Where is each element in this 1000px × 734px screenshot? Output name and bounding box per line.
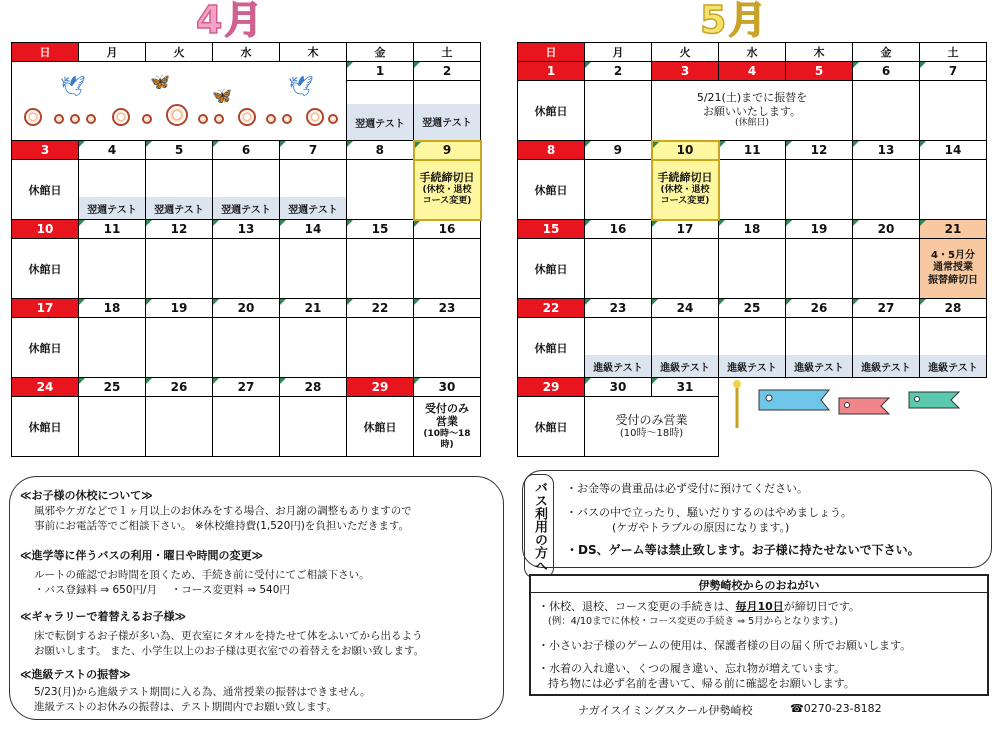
date-cell: 26 [786,299,853,318]
test-strip: 進級テスト [719,355,785,377]
day-cell [585,81,652,141]
date-cell: 24 [12,378,79,397]
day-cell [280,239,347,299]
request-item [538,598,860,614]
weekday-header [12,43,481,62]
test-strip: 翌週テスト [79,197,145,219]
date-cell: 10 [652,141,719,160]
day-cell [853,318,920,378]
bird-icon: 🕊 [60,74,86,98]
section-text: お願いします。 また、小学生以上のお子様は更衣室での着替えをお願い致します。 [34,645,425,657]
date-cell: 13 [853,141,920,160]
day-cell [786,318,853,378]
date-cell: 9 [585,141,652,160]
date-cell: 4 [79,141,146,160]
date-cell: 8 [347,141,414,160]
day-cell [146,160,213,220]
may-title: 5月 [700,0,769,42]
reception-title: 受付のみ [425,401,469,415]
date-cell: 10 [12,220,79,239]
request-item: (例：4/10までに休校・コース変更の手続き ⇒ 5月からとなります。) [548,616,838,627]
koinobori-decoration [719,378,987,457]
day-cell [414,239,481,299]
date-cell: 1 [518,62,585,81]
closed-day-label: 休館日 [518,318,585,378]
day-cell [213,397,280,457]
day-cell [585,318,652,378]
phone-number: ☎0270-23-8182 [790,702,882,715]
weekday-sun: 日 [518,43,585,62]
closed-day-label: 休館日 [518,239,585,299]
weekday-mon: 月 [585,43,652,62]
date-cell: 19 [786,220,853,239]
bus-item: ・DS、ゲーム等は禁止致します。お子様に持たせないで下さい。 [566,543,920,557]
weekday-wed: 水 [213,43,280,62]
weekday-fri: 金 [347,43,414,62]
deadline-title: 手続締切日 [657,171,713,185]
date-cell: 9 [414,141,481,160]
weekday-thu: 木 [786,43,853,62]
day-cell [79,397,146,457]
date-cell: 23 [414,299,481,318]
day-cell [280,160,347,220]
bus-item: ・バスの中で立ったり、騒いだりするのはやめましょう。 [566,506,852,519]
day-cell [280,318,347,378]
day-cell [347,81,414,141]
day-cell [585,239,652,299]
request-text: が締切日です。 [783,600,860,613]
deadline-detail: (休校・退校 [660,185,710,196]
day-cell [719,318,786,378]
closed-day-label: 休館日 [12,160,79,220]
weekday-mon: 月 [79,43,146,62]
closed-day-label: 休館日 [12,397,79,457]
test-strip: 進級テスト [853,355,919,377]
request-item: 持ち物には必ず名前を書いて、帰る前に確認をお願いします。 [548,677,855,690]
day-cell [585,160,652,220]
reception-hours: 時) [440,440,454,451]
april-title: 4月 [196,0,265,42]
reception-hours: (10時〜18時) [619,427,684,439]
day-cell [213,160,280,220]
request-title: 伊勢崎校からのおねがい [529,574,989,593]
date-cell: 18 [719,220,786,239]
closed-day-label: 休館日 [12,239,79,299]
weekday-fri: 金 [853,43,920,62]
day-cell [213,318,280,378]
date-cell: 11 [79,220,146,239]
bus-item: ・お金等の貴重品は必ず受付に預けてください。 [566,482,808,495]
weekday-tue: 火 [146,43,213,62]
test-strip: 進級テスト [652,355,718,377]
weekday-thu: 木 [280,43,347,62]
holiday-notice [652,81,853,141]
date-cell: 2 [585,62,652,81]
weekday-sun: 日 [12,43,79,62]
flower-decoration [12,62,347,141]
section-text: 5/23(月)から進級テスト期間に入る為、通常授業の振替はできません。 [34,686,371,698]
reception-cell [414,397,481,457]
date-cell: 28 [920,299,987,318]
date-cell: 12 [786,141,853,160]
reception-hours: (10時〜18 [423,429,471,439]
date-cell: 14 [920,141,987,160]
date-cell: 20 [853,220,920,239]
date-cell: 4 [719,62,786,81]
section-title: ≪ギャラリーで着替えるお子様≫ [20,610,187,623]
date-cell: 31 [652,378,719,397]
date-cell: 1 [347,62,414,81]
makeup-line: 4・5月分 [931,249,975,261]
day-cell [79,160,146,220]
day-cell [414,81,481,141]
day-cell [146,397,213,457]
date-cell: 22 [347,299,414,318]
date-cell: 17 [652,220,719,239]
day-cell [853,81,920,141]
date-cell: 21 [920,220,987,239]
day-cell [719,239,786,299]
section-text: 進級テストのお休みの振替は、テスト期間内でお願い致します。 [34,701,337,713]
notice-line: 5/21(土)までに振替を [696,90,808,104]
test-strip: 進級テスト [920,355,986,377]
date-cell: 6 [853,62,920,81]
date-cell: 27 [853,299,920,318]
test-strip: 翌週テスト [347,104,413,140]
date-cell: 7 [920,62,987,81]
test-strip: 翌週テスト [280,197,346,219]
deadline-detail: (休校・退校 [422,185,472,196]
date-cell: 29 [347,378,414,397]
weekday-tue: 火 [652,43,719,62]
section-text: 床で転倒するお子様が多い為、更衣室にタオルを持たせて体をふいてから出るよう [34,630,423,642]
bus-label: バス利用の方へ [524,474,554,578]
date-cell: 16 [414,220,481,239]
request-item: ・小さいお子様のゲームの使用は、保護者様の目の届く所でお願いします。 [538,639,912,652]
section-text: ルートの確認でお時間を頂くため、手続き前に受付にてご相談下さい。 [34,569,370,581]
day-cell [146,318,213,378]
school-name: ナガイスイミングスクール伊勢崎校 [578,704,753,717]
date-cell: 29 [518,378,585,397]
day-cell [414,318,481,378]
closed-day-label: 休館日 [518,81,585,141]
date-cell: 6 [213,141,280,160]
date-cell: 30 [585,378,652,397]
day-cell [213,239,280,299]
request-text: ・休校、退校、コース変更の手続きは、 [538,600,736,613]
date-cell: 12 [146,220,213,239]
section-title: ≪進学等に伴うバスの利用・曜日や時間の変更≫ [20,549,264,562]
weekday-sat: 土 [920,43,987,62]
reception-title: 受付のみ営業 [615,412,688,427]
date-cell: 5 [786,62,853,81]
day-cell [786,239,853,299]
butterfly-icon: 🦋 [212,86,232,105]
date-cell: 21 [280,299,347,318]
day-cell [347,318,414,378]
deadline-title: 手続締切日 [419,171,475,185]
date-cell: 3 [652,62,719,81]
closed-day-label: 休館日 [518,160,585,220]
date-cell: 2 [414,62,481,81]
date-cell: 8 [518,141,585,160]
bus-item: (ケガやトラブルの原因になります。) [612,521,790,534]
deadline-detail: コース変更) [422,196,472,207]
day-cell [920,160,987,220]
notice-line: お願いいたします。 [702,104,802,118]
day-cell [280,397,347,457]
closed-day-label: 休館日 [12,318,79,378]
makeup-line: 通常授業 [933,262,973,274]
makeup-line: 振替締切日 [928,274,978,286]
date-cell: 20 [213,299,280,318]
date-cell: 26 [146,378,213,397]
section-text: 事前にお電話等でご相談下さい。 ※休校維持費(1,520円)を負担いただきます。 [34,520,410,532]
request-emphasis: 毎月10日 [735,600,784,613]
closed-day-label: 休館日 [347,397,414,457]
day-cell [853,239,920,299]
date-cell: 25 [79,378,146,397]
makeup-deadline-cell [920,239,987,299]
day-cell [79,318,146,378]
test-strip: 翌週テスト [213,197,279,219]
notice-line: (休館日) [734,118,770,129]
day-cell [347,239,414,299]
april-calendar [11,42,482,457]
section-text: ・バス登録料 ⇒ 650円/月 ・コース変更料 ⇒ 540円 [34,584,290,596]
test-strip: 翌週テスト [414,104,480,140]
date-cell: 7 [280,141,347,160]
day-cell [79,239,146,299]
date-cell: 15 [347,220,414,239]
flowers-row [20,104,338,134]
test-strip: 翌週テスト [146,197,212,219]
date-cell: 15 [518,220,585,239]
weekday-header [518,43,987,62]
date-cell: 25 [719,299,786,318]
may-calendar [517,42,987,457]
date-cell: 3 [12,141,79,160]
reception-title: 営業 [436,415,458,429]
date-cell: 18 [79,299,146,318]
date-cell: 22 [518,299,585,318]
koinobori-icon [729,378,969,448]
day-cell [347,160,414,220]
test-strip: 進級テスト [585,355,651,377]
date-cell: 16 [585,220,652,239]
date-cell: 30 [414,378,481,397]
section-title: ≪お子様の休校について≫ [20,489,153,502]
section-text: 風邪やケガなどで１ヶ月以上のお休みをする場合、お月謝の調整もありますので [34,505,412,517]
day-cell [652,318,719,378]
date-cell: 28 [280,378,347,397]
date-cell: 11 [719,141,786,160]
day-cell [146,239,213,299]
day-cell [920,81,987,141]
date-cell: 23 [585,299,652,318]
test-strip: 進級テスト [786,355,852,377]
section-title: ≪進級テストの振替≫ [20,668,131,681]
day-cell [853,160,920,220]
day-cell [652,239,719,299]
bird-icon: 🕊 [288,74,314,98]
request-item: ・水着の入れ違い、くつの履き違い、忘れ物が増えています。 [538,662,846,675]
date-cell: 13 [213,220,280,239]
date-cell: 24 [652,299,719,318]
reception-cell [585,397,719,457]
day-cell [920,318,987,378]
date-cell: 14 [280,220,347,239]
deadline-cell [414,160,481,220]
day-cell [719,160,786,220]
butterfly-icon: 🦋 [150,72,170,91]
date-cell: 27 [213,378,280,397]
weekday-sat: 土 [414,43,481,62]
deadline-detail: コース変更) [660,196,710,207]
date-cell: 17 [12,299,79,318]
deadline-cell [652,160,719,220]
day-cell [786,160,853,220]
weekday-wed: 水 [719,43,786,62]
closed-day-label: 休館日 [518,397,585,457]
date-cell: 5 [146,141,213,160]
date-cell: 19 [146,299,213,318]
